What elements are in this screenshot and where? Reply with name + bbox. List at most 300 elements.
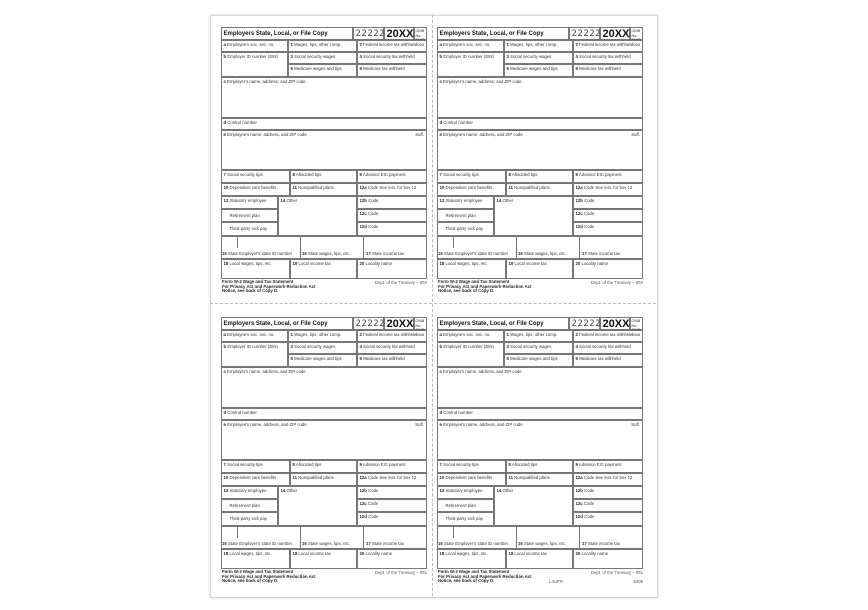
box-b2[interactable] xyxy=(357,40,427,52)
box-e[interactable] xyxy=(437,420,643,460)
box-number: 19 xyxy=(292,551,298,556)
box-b11[interactable] xyxy=(290,183,357,196)
omb-number: OMB No. 1545-0008 xyxy=(415,319,426,337)
box-retirement[interactable] xyxy=(437,209,494,222)
box-b3[interactable] xyxy=(504,342,573,354)
box-label: Retirement plan xyxy=(229,503,260,508)
box-b12a[interactable] xyxy=(573,473,643,486)
box-b[interactable] xyxy=(437,342,504,367)
box-number: 12a xyxy=(575,475,583,480)
box-label: Code See inst. for box 12 xyxy=(583,185,633,190)
box-b2[interactable] xyxy=(573,330,643,342)
box-label: Wages, tips, other comp. xyxy=(510,332,558,337)
box-b10[interactable] xyxy=(221,183,290,196)
box-label: Medicare tax withheld xyxy=(363,66,405,71)
box-thirdparty[interactable] xyxy=(221,222,278,236)
box-label: Local income tax xyxy=(514,261,547,266)
box-number: 20 xyxy=(575,261,581,266)
footer-line1: Form W-2 Wage and Tax Statement xyxy=(438,569,510,574)
box-b9[interactable] xyxy=(357,170,427,183)
box-b5[interactable] xyxy=(504,64,573,77)
footer-line1: Form W-2 Wage and Tax Statement xyxy=(222,279,294,284)
box-b20[interactable] xyxy=(357,259,427,279)
box-b19[interactable] xyxy=(290,259,357,279)
divider xyxy=(300,236,301,259)
box-b9[interactable] xyxy=(573,460,643,473)
omb-number: OMB No. 1545-0008 xyxy=(631,319,642,337)
box-b3[interactable] xyxy=(504,52,573,64)
box-b6[interactable] xyxy=(357,64,427,77)
box-b15-label xyxy=(222,251,292,256)
box-b7[interactable] xyxy=(437,460,506,473)
box-number: 9 xyxy=(575,462,578,467)
box-number: 8 xyxy=(292,172,295,177)
box-label: Code See inst. for box 12 xyxy=(367,185,417,190)
suffix-label: Suff. xyxy=(415,132,424,137)
box-label: Third-party sick pay xyxy=(445,516,483,521)
box-label: State Employer's state ID number xyxy=(227,251,293,256)
box-number: 12c xyxy=(575,501,583,506)
box-b14[interactable] xyxy=(494,196,573,236)
box-b12d[interactable] xyxy=(573,512,643,526)
box-b5[interactable] xyxy=(288,64,357,77)
box-number: 6 xyxy=(359,66,362,71)
box-label: Advance EIC payment xyxy=(578,172,622,177)
box-number: 12b xyxy=(575,198,583,203)
box-b12b[interactable] xyxy=(573,196,643,209)
box-retirement[interactable] xyxy=(437,499,494,512)
box-label: Code xyxy=(367,211,379,216)
box-number: 12b xyxy=(575,488,583,493)
box-c[interactable] xyxy=(437,367,643,408)
divider xyxy=(579,526,580,549)
box-label: State income tax xyxy=(371,541,404,546)
box-number: 5 xyxy=(506,356,509,361)
box-number: 7 xyxy=(439,462,442,467)
box-b19[interactable] xyxy=(506,259,573,279)
box-label: Federal income tax withheld xyxy=(363,42,417,47)
box-label: Social security tips xyxy=(443,462,479,467)
box-retirement[interactable] xyxy=(221,499,278,512)
box-label: Wages, tips, other comp. xyxy=(294,332,342,337)
box-b18[interactable] xyxy=(437,259,506,279)
box-b14[interactable] xyxy=(494,486,573,526)
box-b13[interactable] xyxy=(437,196,494,209)
box-b17-label xyxy=(582,251,620,256)
box-label: Medicare wages and tips xyxy=(294,66,342,71)
box-retirement[interactable] xyxy=(221,209,278,222)
box-number: c xyxy=(223,79,226,84)
box-b1[interactable] xyxy=(504,330,573,342)
box-label: Other xyxy=(286,488,298,493)
box-number: 4 xyxy=(359,54,362,59)
box-number: 7 xyxy=(223,462,226,467)
box-number: b xyxy=(223,344,227,349)
box-b17-label xyxy=(582,541,620,546)
box-b13[interactable] xyxy=(221,196,278,209)
box-b9[interactable] xyxy=(357,460,427,473)
box-label: Employee's soc. sec. no. xyxy=(443,42,491,47)
box-label: Local income tax xyxy=(298,261,331,266)
box-label: Employee's soc. sec. no. xyxy=(227,332,275,337)
box-number: 6 xyxy=(575,66,578,71)
box-b12b[interactable] xyxy=(357,196,427,209)
box-label: Control number xyxy=(443,120,473,125)
box-b[interactable] xyxy=(221,52,288,77)
box-number: 8 xyxy=(292,462,295,467)
box-number: 4 xyxy=(575,54,578,59)
box-label: Statutory employee xyxy=(445,198,483,203)
box-b14[interactable] xyxy=(278,196,357,236)
box-a[interactable] xyxy=(437,40,504,52)
box-label: State wages, tips, etc. xyxy=(523,541,567,546)
box-b17-label xyxy=(366,541,404,546)
box-e[interactable] xyxy=(437,130,643,170)
box-number: 12a xyxy=(359,475,367,480)
box-b11[interactable] xyxy=(290,473,357,486)
box-b12c[interactable] xyxy=(357,209,427,222)
box-label: Code xyxy=(368,198,379,203)
treasury-dept: Dept. of the Treasury – IRS xyxy=(590,570,643,575)
box-b12a[interactable] xyxy=(357,473,427,486)
form-title: Employers State, Local, or File Copy xyxy=(437,317,569,330)
box-e[interactable] xyxy=(221,420,427,460)
box-number: 6 xyxy=(575,356,578,361)
box-b13[interactable] xyxy=(437,486,494,499)
box-b16-label xyxy=(302,541,350,546)
box-number: 16 xyxy=(302,541,307,546)
box-label: Control number xyxy=(227,410,257,415)
box-b20[interactable] xyxy=(573,259,643,279)
treasury-dept: Dept. of the Treasury – IRS xyxy=(590,280,643,285)
box-b3[interactable] xyxy=(288,52,357,64)
box-b2[interactable] xyxy=(573,40,643,52)
divider xyxy=(300,526,301,549)
box-b12c[interactable] xyxy=(573,499,643,512)
box-label: Allocated tips xyxy=(511,462,538,467)
box-number: 10 xyxy=(223,475,229,480)
box-number: 2 xyxy=(575,42,578,47)
box-number: 11 xyxy=(292,475,298,480)
divider xyxy=(516,526,517,549)
box-d[interactable] xyxy=(221,118,427,130)
box-b5[interactable] xyxy=(288,354,357,367)
tax-year: 20XX xyxy=(384,27,414,40)
box-thirdparty[interactable] xyxy=(437,512,494,526)
box-label: Nonqualified plans xyxy=(298,475,334,480)
box-b12c[interactable] xyxy=(573,209,643,222)
box-c[interactable] xyxy=(221,367,427,408)
box-b4[interactable] xyxy=(573,52,643,64)
divider xyxy=(579,236,580,259)
box-label: Social security tax withheld xyxy=(579,54,631,59)
box-b8[interactable] xyxy=(506,460,573,473)
box-label: Social security tips xyxy=(227,462,263,467)
box-number: 11 xyxy=(292,185,298,190)
tax-year: 20XX xyxy=(384,317,414,330)
box-label: Medicare wages and tips xyxy=(510,356,558,361)
box-label: Third-party sick pay xyxy=(229,516,267,521)
box-number: c xyxy=(223,369,226,374)
box-number: 17 xyxy=(582,251,587,256)
box-number: 12d xyxy=(575,224,583,229)
box-number: 14 xyxy=(280,198,286,203)
box-b1[interactable] xyxy=(288,330,357,342)
box-label: State Employer's state ID number xyxy=(443,251,509,256)
box-b7[interactable] xyxy=(221,460,290,473)
box-b12d[interactable] xyxy=(357,222,427,236)
box-d[interactable] xyxy=(221,408,427,420)
box-number: d xyxy=(223,120,227,125)
box-number: 15 xyxy=(438,251,443,256)
box-a[interactable] xyxy=(221,330,288,342)
box-b19[interactable] xyxy=(290,549,357,569)
box-number: 1 xyxy=(506,332,509,337)
box-label: Local income tax xyxy=(298,551,331,556)
divider xyxy=(363,236,364,259)
box-number: 1 xyxy=(290,332,293,337)
box-label: Allocated tips xyxy=(511,172,538,177)
box-number: b xyxy=(439,344,443,349)
divider xyxy=(363,526,364,549)
box-number: 14 xyxy=(280,488,286,493)
box-b5[interactable] xyxy=(504,354,573,367)
box-label: Other xyxy=(502,488,514,493)
box-b2[interactable] xyxy=(357,330,427,342)
box-b8[interactable] xyxy=(290,460,357,473)
box-label: Nonqualified plans xyxy=(298,185,334,190)
box-b9[interactable] xyxy=(573,170,643,183)
box-number: 8 xyxy=(508,462,511,467)
box-number: e xyxy=(223,422,226,427)
form-code-22222: 22222 xyxy=(569,27,600,40)
box-label: Statutory employee xyxy=(229,488,267,493)
suffix-label: Suff. xyxy=(631,422,640,427)
w2-copy-2 xyxy=(437,27,643,295)
form-title: Employers State, Local, or File Copy xyxy=(221,317,353,330)
box-label: Third-party sick pay xyxy=(229,226,267,231)
box-label: State income tax xyxy=(587,541,620,546)
w2-copy-1 xyxy=(221,27,427,295)
divider xyxy=(237,526,238,538)
box-thirdparty[interactable] xyxy=(437,222,494,236)
form-title: Employers State, Local, or File Copy xyxy=(221,27,353,40)
box-number: 7 xyxy=(223,172,226,177)
box-number: e xyxy=(223,132,226,137)
box-label: Social security tax withheld xyxy=(363,54,415,59)
box-b6[interactable] xyxy=(573,64,643,77)
box-b7[interactable] xyxy=(221,170,290,183)
box-label: Retirement plan xyxy=(445,503,476,508)
box-number: 13 xyxy=(439,198,445,203)
box-label: Retirement plan xyxy=(229,213,260,218)
box-b12b[interactable] xyxy=(357,486,427,499)
footer-line1: Form W-2 Wage and Tax Statement xyxy=(222,569,294,574)
box-label: Locality name xyxy=(581,261,608,266)
box-label: Statutory employee xyxy=(229,198,267,203)
box-b[interactable] xyxy=(221,342,288,367)
box-label: Employer ID number (EIN) xyxy=(227,344,278,349)
box-label: Employee's soc. sec. no. xyxy=(443,332,491,337)
box-b18[interactable] xyxy=(221,259,290,279)
box-b10[interactable] xyxy=(221,473,290,486)
box-b1[interactable] xyxy=(288,40,357,52)
box-label: Code xyxy=(584,488,595,493)
box-number: 11 xyxy=(508,475,514,480)
box-number: 14 xyxy=(496,488,502,493)
box-b10[interactable] xyxy=(437,473,506,486)
box-d[interactable] xyxy=(437,408,643,420)
footer-line1: Form W-2 Wage and Tax Statement xyxy=(438,279,510,284)
box-b4[interactable] xyxy=(357,52,427,64)
box-b11[interactable] xyxy=(506,183,573,196)
box-number: 10 xyxy=(439,185,445,190)
box-label: Dependent care benefits xyxy=(445,185,493,190)
box-number: 19 xyxy=(292,261,298,266)
box-label: Medicare wages and tips xyxy=(294,356,342,361)
box-label: Statutory employee xyxy=(445,488,483,493)
divider xyxy=(453,526,454,538)
box-b16-label xyxy=(518,251,566,256)
box-number: 12d xyxy=(359,514,367,519)
box-b18[interactable] xyxy=(437,549,506,569)
box-label: Federal income tax withheld xyxy=(363,332,417,337)
treasury-dept: Dept. of the Treasury – IRS xyxy=(374,570,427,575)
box-label: Dependent care benefits xyxy=(229,475,277,480)
box-b8[interactable] xyxy=(506,170,573,183)
box-e[interactable] xyxy=(221,130,427,170)
footer-line2: For Privacy Act and Paperwork Reduction Act xyxy=(222,283,316,289)
box-b16-label xyxy=(518,541,566,546)
box-label: Wages, tips, other comp. xyxy=(510,42,558,47)
box-number: 17 xyxy=(366,251,371,256)
box-label: State wages, tips, etc. xyxy=(523,251,567,256)
box-label: Locality name xyxy=(581,551,608,556)
box-label: Social security tips xyxy=(443,172,479,177)
box-number: 5 xyxy=(290,356,293,361)
form-code-22222: 22222 xyxy=(353,317,384,330)
box-b12d[interactable] xyxy=(573,222,643,236)
box-b4[interactable] xyxy=(573,342,643,354)
footer-line2: For Privacy Act and Paperwork Reduction Act xyxy=(438,283,532,289)
box-b19[interactable] xyxy=(506,549,573,569)
box-b6[interactable] xyxy=(573,354,643,367)
box-b17-label xyxy=(366,251,404,256)
box-number: b xyxy=(439,54,443,59)
box-b12d[interactable] xyxy=(357,512,427,526)
box-label: State wages, tips, etc. xyxy=(307,251,351,256)
box-b12c[interactable] xyxy=(357,499,427,512)
divider xyxy=(237,236,238,248)
footer-line3: Notice, see back of Copy D. xyxy=(438,578,495,584)
form-code-22222: 22222 xyxy=(569,317,600,330)
form-footer-legal xyxy=(438,570,532,584)
footer-line3: Notice, see back of Copy D. xyxy=(222,578,279,584)
box-label: Code xyxy=(584,224,595,229)
box-label: Employee's name, address, and ZIP code xyxy=(227,132,307,137)
box-b3[interactable] xyxy=(288,342,357,354)
box-number: 18 xyxy=(223,261,229,266)
divider xyxy=(453,236,454,248)
box-b11[interactable] xyxy=(506,473,573,486)
tax-year: 20XX xyxy=(600,317,630,330)
box-number: 10 xyxy=(223,185,229,190)
w2-copy-4 xyxy=(437,317,643,585)
box-c[interactable] xyxy=(221,77,427,118)
box-label: Local wages, tips, etc. xyxy=(445,551,488,556)
box-thirdparty[interactable] xyxy=(221,512,278,526)
box-label: Control number xyxy=(443,410,473,415)
box-number: 9 xyxy=(359,462,362,467)
box-label: Code xyxy=(368,224,379,229)
box-number: 7 xyxy=(439,172,442,177)
box-c[interactable] xyxy=(437,77,643,118)
box-label: Code See inst. for box 12 xyxy=(583,475,633,480)
box-b12b[interactable] xyxy=(573,486,643,499)
box-b8[interactable] xyxy=(290,170,357,183)
box-label: Employer's name, address, and ZIP code xyxy=(227,369,306,374)
box-b10[interactable] xyxy=(437,183,506,196)
footer-line2: For Privacy Act and Paperwork Reduction Act xyxy=(438,573,532,579)
box-label: Retirement plan xyxy=(445,213,476,218)
box-label: Employee's name, address, and ZIP code xyxy=(443,132,523,137)
box-label: Employee's name, address, and ZIP code xyxy=(443,422,523,427)
box-number: 1 xyxy=(506,42,509,47)
box-b7[interactable] xyxy=(437,170,506,183)
box-b[interactable] xyxy=(437,52,504,77)
box-b12a[interactable] xyxy=(357,183,427,196)
box-number: 13 xyxy=(439,488,445,493)
box-number: 12b xyxy=(359,488,367,493)
box-d[interactable] xyxy=(437,118,643,130)
box-label: Nonqualified plans xyxy=(514,185,550,190)
box-label: Dependent care benefits xyxy=(445,475,493,480)
box-number: 2 xyxy=(359,332,362,337)
box-label: Code xyxy=(583,501,595,506)
box-b18[interactable] xyxy=(221,549,290,569)
box-b12a[interactable] xyxy=(573,183,643,196)
box-label: Social security tax withheld xyxy=(579,344,631,349)
box-number: 12b xyxy=(359,198,367,203)
box-number: e xyxy=(439,422,442,427)
box-b6[interactable] xyxy=(357,354,427,367)
box-a[interactable] xyxy=(437,330,504,342)
box-b13[interactable] xyxy=(221,486,278,499)
form-footer-legal xyxy=(222,570,316,584)
box-number: e xyxy=(439,132,442,137)
box-number: a xyxy=(223,42,226,47)
omb-number: OMB No. 1545-0008 xyxy=(415,29,426,47)
divider xyxy=(516,236,517,259)
box-b20[interactable] xyxy=(357,549,427,569)
box-a[interactable] xyxy=(221,40,288,52)
box-b20[interactable] xyxy=(573,549,643,569)
box-label: Medicare tax withheld xyxy=(579,66,621,71)
box-b1[interactable] xyxy=(504,40,573,52)
box-label: Code xyxy=(367,501,379,506)
box-label: Medicare wages and tips xyxy=(510,66,558,71)
box-b4[interactable] xyxy=(357,342,427,354)
box-label: Third-party sick pay xyxy=(445,226,483,231)
perforation-vertical xyxy=(432,15,433,596)
box-b16-label xyxy=(302,251,350,256)
box-label: Medicare tax withheld xyxy=(579,356,621,361)
box-b14[interactable] xyxy=(278,486,357,526)
box-number: 1 xyxy=(290,42,293,47)
perforation-horizontal xyxy=(210,303,656,304)
box-label: Control number xyxy=(227,120,257,125)
box-label: Wages, tips, other comp. xyxy=(294,42,342,47)
